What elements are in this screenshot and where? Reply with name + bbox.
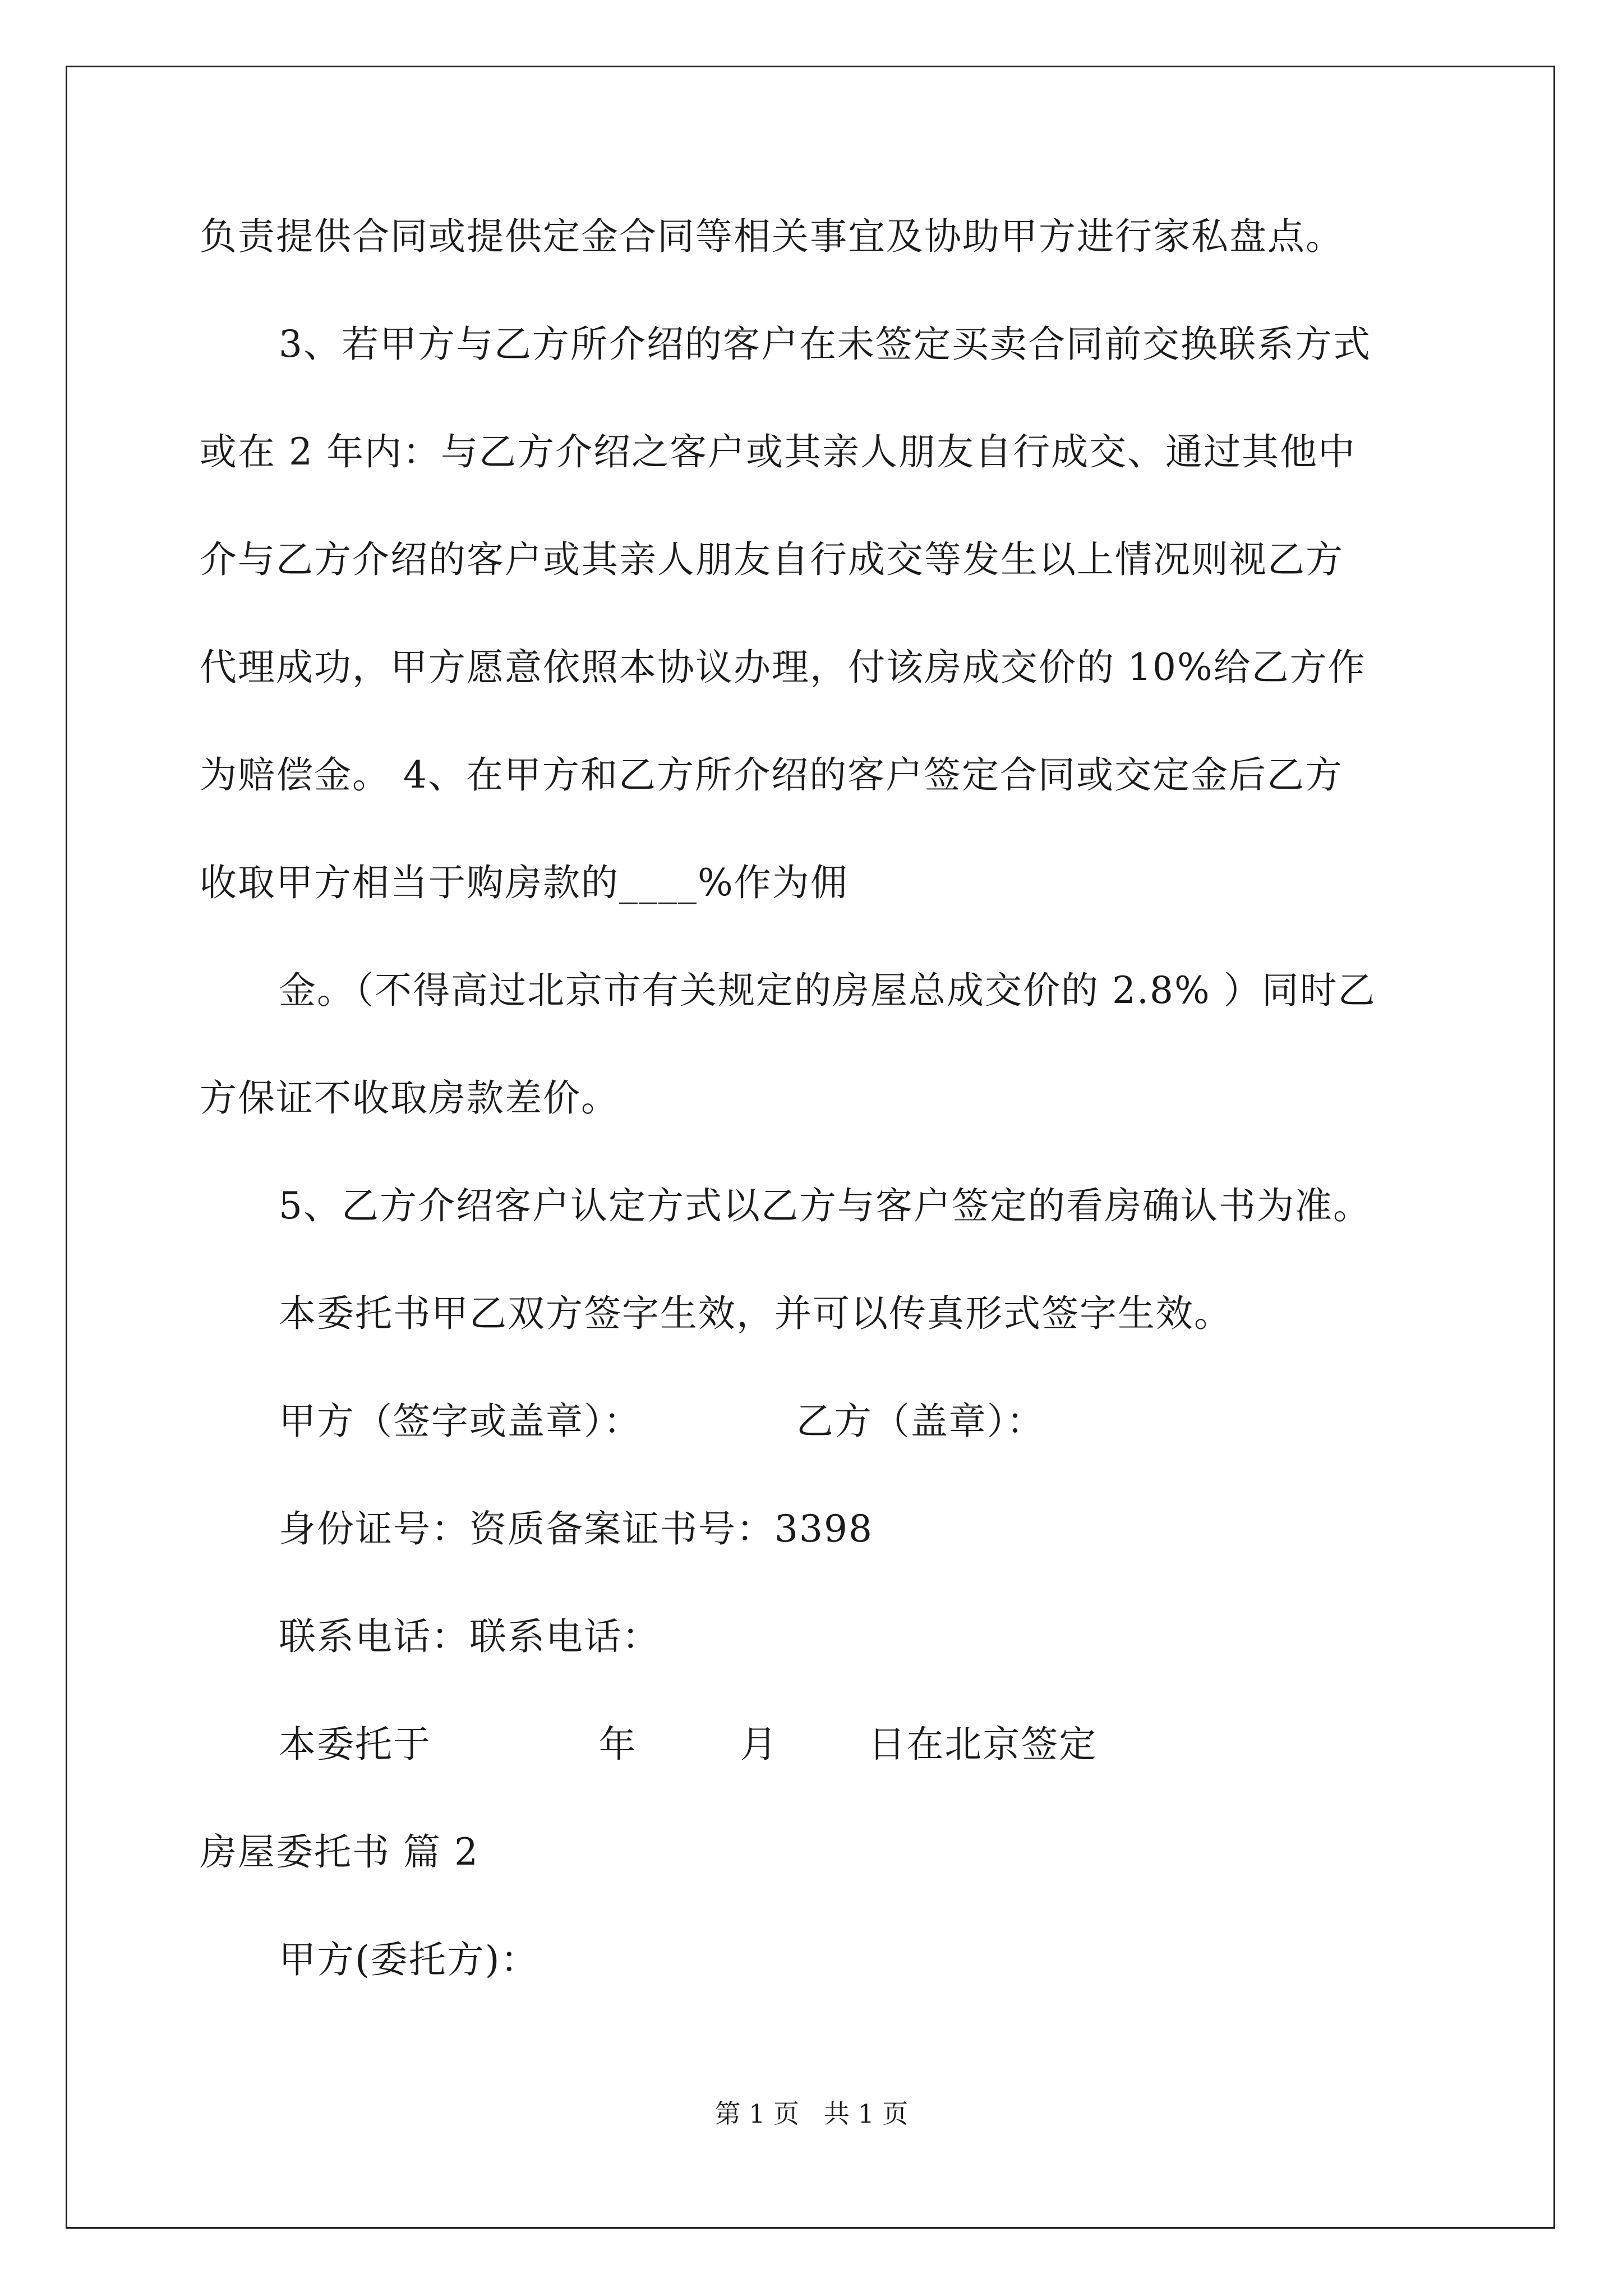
paragraph-line: 3、若甲方与乙方所介绍的客户在未签定买卖合同前交换联系方式 [279,323,1371,366]
party-a-line: 甲方(委托方)： [279,1938,539,1981]
paragraph-line: 方保证不收取房款差价。 [200,1076,619,1120]
page-footer: 第 1 页 共 1 页 [714,2099,909,2129]
paragraph-line: 介与乙方介绍的客户或其亲人朋友自行成交等发生以上情况则视乙方 [200,538,1344,581]
page-border [66,66,1555,2229]
paragraph-line: 本委托书甲乙双方签字生效，并可以传真形式签字生效。 [279,1292,1232,1335]
paragraph-line: 或在 2 年内：与乙方介绍之客户或其亲人朋友自行成交、通过其他中 [200,430,1356,473]
paragraph-line: 为赔偿金。 4、在甲方和乙方所介绍的客户签定合同或交定金后乙方 [200,753,1343,797]
id-number-line: 身份证号：资质备案证书号：3398 [279,1507,873,1550]
section-heading: 房屋委托书 篇 2 [200,1830,479,1874]
signature-line: 甲方（签字或盖章）： 乙方（盖章）： [279,1400,1045,1443]
paragraph-line: 负责提供合同或提供定金合同等相关事宜及协助甲方进行家私盘点。 [200,215,1344,258]
paragraph-line: 5、乙方介绍客户认定方式以乙方与客户签定的看房确认书为准。 [279,1184,1371,1227]
paragraph-line: 代理成功，甲方愿意依照本协议办理，付该房成交价的 10%给乙方作 [200,646,1366,689]
paragraph-line: 收取甲方相当于购房款的____%作为佣 [200,861,849,904]
date-line: 本委托于 年 月 日在北京签定 [279,1723,1098,1766]
phone-line: 联系电话：联系电话： [279,1615,660,1658]
paragraph-line: 金。（不得高过北京市有关规定的房屋总成交价的 2.8% ）同时乙 [279,969,1376,1012]
